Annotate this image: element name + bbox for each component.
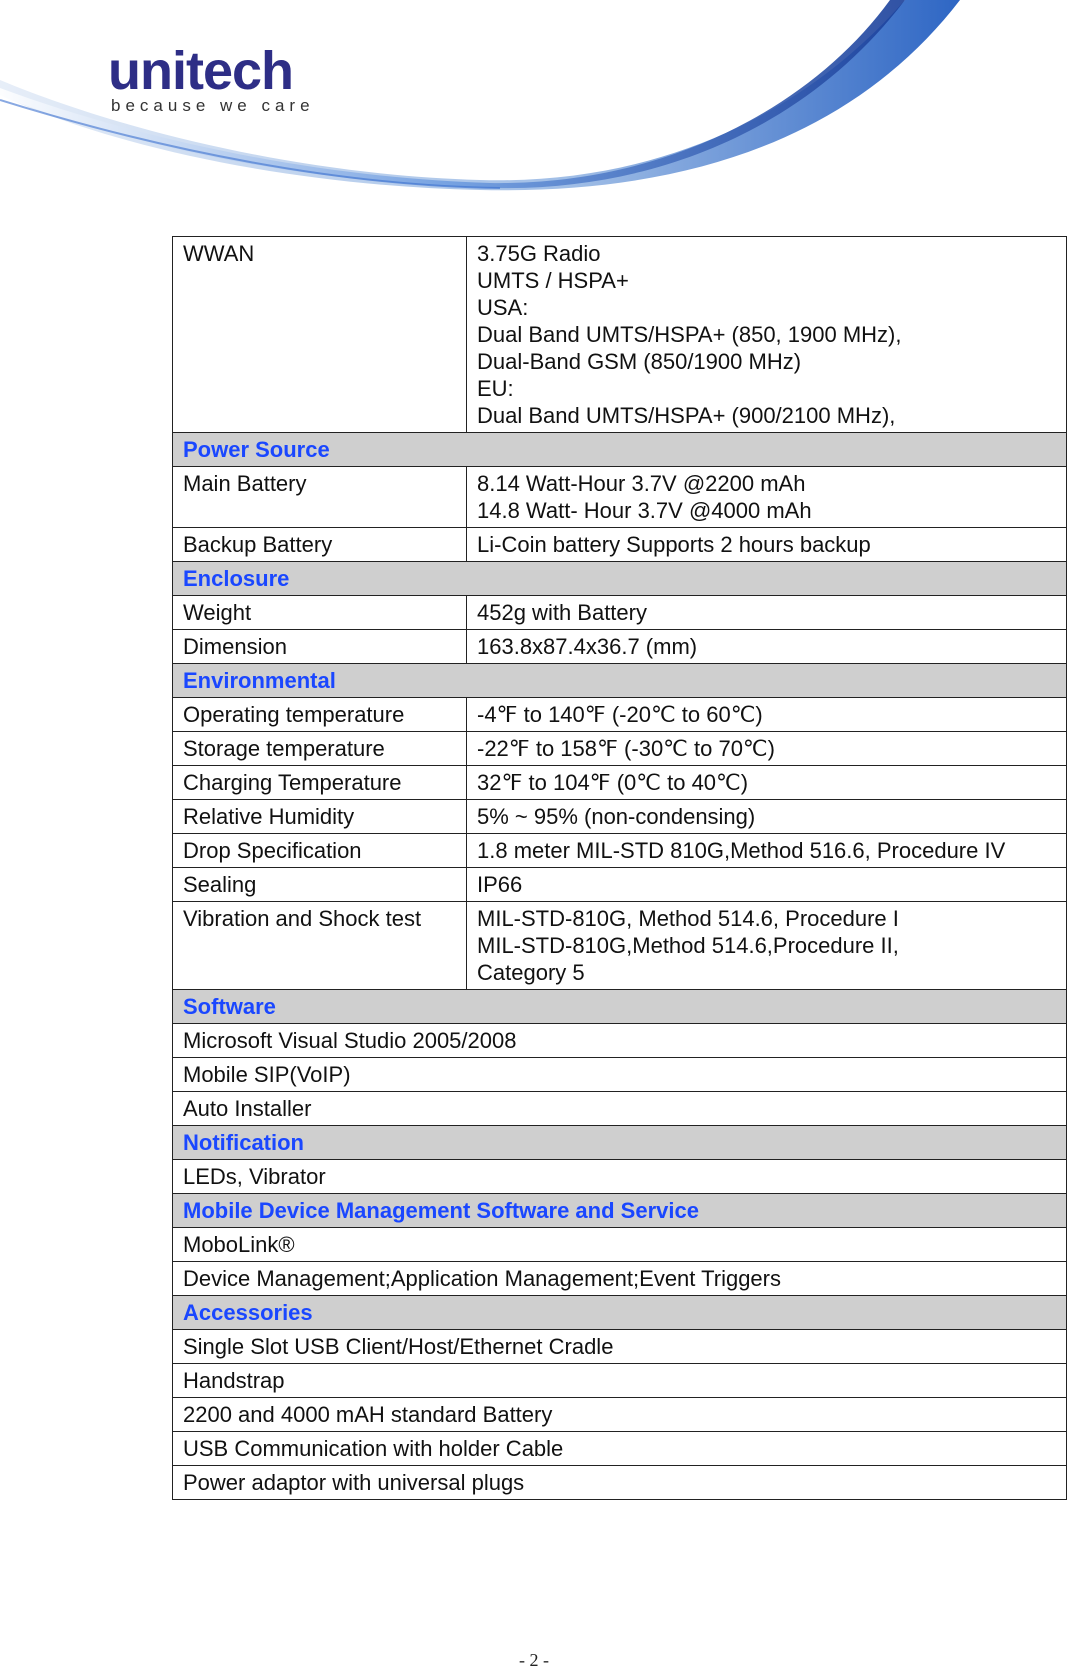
logo-tagline: because we care: [111, 96, 315, 115]
section-title: Software: [173, 990, 1067, 1024]
table-row: [173, 630, 1067, 664]
spec-label: Main Battery: [173, 467, 467, 528]
spec-item: Mobile SIP(VoIP): [173, 1058, 1067, 1092]
page-number: - 2 -: [519, 1650, 549, 1670]
section-header-environmental: [173, 664, 1067, 698]
spec-value: 32℉ to 104℉ (0℃ to 40℃): [467, 766, 1067, 800]
spec-value: -22℉ to 158℉ (-30℃ to 70℃): [467, 732, 1067, 766]
battery-line: 14.8 Watt- Hour 3.7V @4000 mAh: [477, 498, 812, 523]
spec-value: Li-Coin battery Supports 2 hours backup: [467, 528, 1067, 562]
spec-label: Relative Humidity: [173, 800, 467, 834]
spec-value: 5% ~ 95% (non-condensing): [467, 800, 1067, 834]
table-row: [173, 467, 1067, 528]
section-header-mdm: [173, 1194, 1067, 1228]
spec-label: Dimension: [173, 630, 467, 664]
spec-item: Auto Installer: [173, 1092, 1067, 1126]
table-row: [173, 1092, 1067, 1126]
table-row: [173, 800, 1067, 834]
spec-item: Handstrap: [173, 1364, 1067, 1398]
spec-value: [467, 902, 1067, 990]
table-row: [173, 1364, 1067, 1398]
vibration-line: MIL-STD-810G, Method 514.6, Procedure I: [477, 906, 899, 931]
section-header-accessories: [173, 1296, 1067, 1330]
spec-label: Charging Temperature: [173, 766, 467, 800]
section-header-power-source: [173, 433, 1067, 467]
section-header-software: [173, 990, 1067, 1024]
table-row: [173, 1024, 1067, 1058]
spec-item: Device Management;Application Management;Event Triggers: [173, 1262, 1067, 1296]
table-row: [173, 596, 1067, 630]
spec-value: IP66: [467, 868, 1067, 902]
wwan-line: 3.75G Radio: [477, 241, 601, 266]
spec-value: [467, 237, 1067, 433]
spec-value: 163.8x87.4x36.7 (mm): [467, 630, 1067, 664]
section-title: Notification: [173, 1126, 1067, 1160]
spec-value: -4℉ to 140℉ (-20℃ to 60℃): [467, 698, 1067, 732]
table-row: [173, 237, 1067, 433]
table-row: [173, 868, 1067, 902]
vibration-line: MIL-STD-810G,Method 514.6,Procedure II,: [477, 933, 899, 958]
spec-item: Microsoft Visual Studio 2005/2008: [173, 1024, 1067, 1058]
spec-value: 1.8 meter MIL-STD 810G,Method 516.6, Procedure IV: [467, 834, 1067, 868]
spec-label: Sealing: [173, 868, 467, 902]
table-row: [173, 1466, 1067, 1500]
wwan-line: EU:: [477, 376, 514, 401]
table-row: [173, 834, 1067, 868]
table-row: [173, 1432, 1067, 1466]
unitech-logo: [108, 41, 315, 116]
spec-value: 452g with Battery: [467, 596, 1067, 630]
table-row: [173, 528, 1067, 562]
spec-item: Single Slot USB Client/Host/Ethernet Cradle: [173, 1330, 1067, 1364]
section-header-notification: [173, 1126, 1067, 1160]
table-row: [173, 1398, 1067, 1432]
spec-item: Power adaptor with universal plugs: [173, 1466, 1067, 1500]
section-title: Accessories: [173, 1296, 1067, 1330]
spec-label: Backup Battery: [173, 528, 467, 562]
table-row: [173, 1160, 1067, 1194]
table-row: [173, 1228, 1067, 1262]
wwan-line: Dual Band UMTS/HSPA+ (850, 1900 MHz),: [477, 322, 902, 347]
table-row: [173, 766, 1067, 800]
wwan-line: UMTS / HSPA+: [477, 268, 629, 293]
spec-label: Vibration and Shock test: [173, 902, 467, 990]
section-title: Power Source: [173, 433, 1067, 467]
section-title: Environmental: [173, 664, 1067, 698]
vibration-line: Category 5: [477, 960, 585, 985]
wwan-line: Dual-Band GSM (850/1900 MHz): [477, 349, 802, 374]
wwan-line: USA:: [477, 295, 529, 320]
spec-value: [467, 467, 1067, 528]
section-header-enclosure: [173, 562, 1067, 596]
table-row: [173, 698, 1067, 732]
wwan-line: Dual Band UMTS/HSPA+ (900/2100 MHz),: [477, 403, 896, 428]
table-row: [173, 902, 1067, 990]
section-title: Mobile Device Management Software and Service: [173, 1194, 1067, 1228]
table-row: [173, 1330, 1067, 1364]
spec-item: LEDs, Vibrator: [173, 1160, 1067, 1194]
table-row: [173, 1262, 1067, 1296]
table-row: [173, 732, 1067, 766]
spec-item: USB Communication with holder Cable: [173, 1432, 1067, 1466]
spec-label: WWAN: [173, 237, 467, 433]
spec-label: Weight: [173, 596, 467, 630]
battery-line: 8.14 Watt-Hour 3.7V @2200 mAh: [477, 471, 806, 496]
logo-wordmark: unitech: [108, 41, 294, 101]
spec-item: MoboLink®: [173, 1228, 1067, 1262]
spec-item: 2200 and 4000 mAH standard Battery: [173, 1398, 1067, 1432]
spec-label: Operating temperature: [173, 698, 467, 732]
spec-table: [172, 236, 1067, 1500]
table-row: [173, 1058, 1067, 1092]
spec-label: Drop Specification: [173, 834, 467, 868]
spec-label: Storage temperature: [173, 732, 467, 766]
section-title: Enclosure: [173, 562, 1067, 596]
